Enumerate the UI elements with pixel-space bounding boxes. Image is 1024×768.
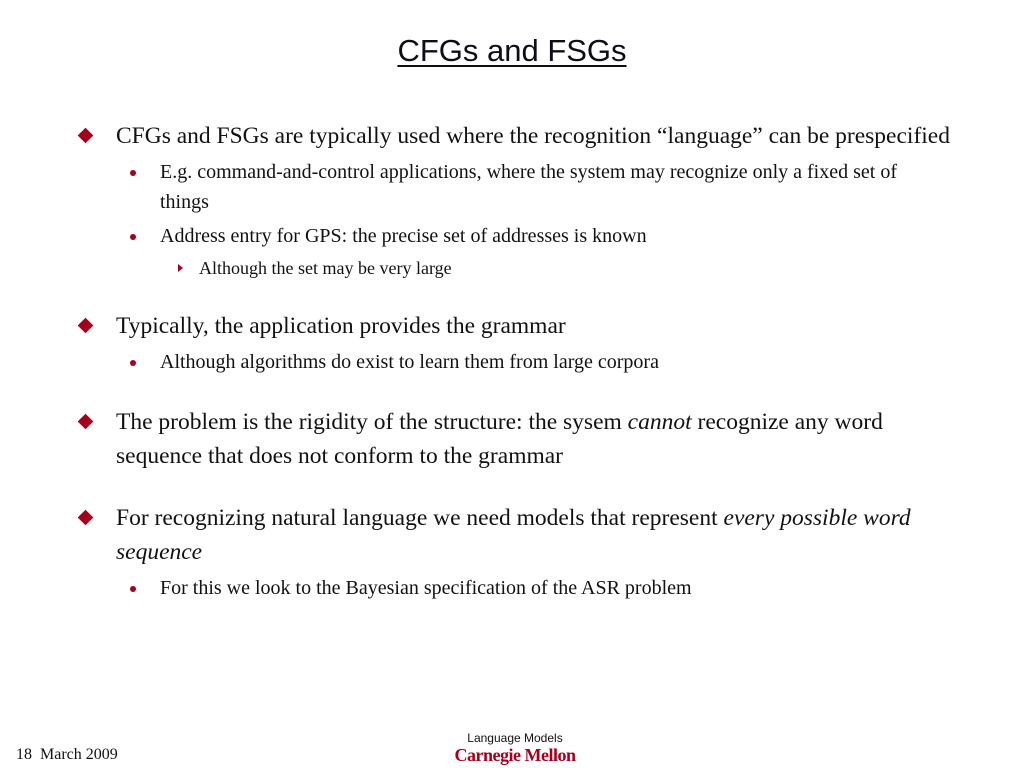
slide-content — [0, 119, 1024, 603]
bullet-text: Typically, the application provides the grammar — [116, 313, 566, 339]
triangle-bullet-icon — [178, 264, 183, 272]
bullet-level2 — [160, 157, 940, 217]
bullet-level1 — [116, 309, 956, 343]
dot-bullet-icon — [130, 170, 136, 176]
bullet-group-1 — [0, 119, 1024, 281]
diamond-bullet-icon — [78, 128, 94, 144]
bullet-text: For this we look to the Bayesian specification of the ASR problem — [160, 577, 692, 599]
bullet-text: recognize any word sequence that does not conform to the grammar — [116, 409, 883, 469]
slide-title: CFGs and FSGs — [397, 33, 627, 68]
footer-branding — [430, 731, 600, 765]
bullet-level2 — [160, 221, 940, 251]
dot-bullet-icon — [130, 360, 136, 366]
bullet-level2 — [160, 573, 940, 603]
bullet-level1 — [116, 119, 956, 153]
bullet-text: For recognizing natural language we need models that represent — [116, 505, 724, 531]
bullet-text: Although the set may be very large — [199, 258, 452, 278]
diamond-bullet-icon — [78, 318, 94, 334]
bullet-level3 — [199, 255, 939, 281]
bullet-group-4 — [0, 501, 1024, 603]
bullet-text: E.g. command-and-control applications, where the system may recognize only a fixed set of things — [160, 161, 897, 213]
diamond-bullet-icon — [78, 510, 94, 526]
carnegie-mellon-logo: Carnegie Mellon — [454, 745, 576, 765]
bullet-emphasis: cannot — [627, 409, 692, 435]
diamond-bullet-icon — [78, 414, 94, 430]
dot-bullet-icon — [130, 234, 136, 240]
bullet-text: CFGs and FSGs are typically used where the recognition “language” can be prespecified — [116, 123, 950, 149]
dot-bullet-icon — [130, 586, 136, 592]
bullet-text: The problem is the rigidity of the structure: the sysem — [116, 409, 628, 435]
bullet-emphasis: every possible word sequence — [116, 505, 911, 565]
bullet-text: Address entry for GPS: the precise set of addresses is known — [160, 225, 647, 247]
footer-date: 18 March 2009 — [16, 746, 118, 763]
footer-topic: Language Models — [467, 731, 563, 745]
bullet-group-2 — [0, 309, 1024, 377]
bullet-level1 — [116, 501, 956, 569]
bullet-group-3 — [0, 405, 1024, 473]
bullet-level1 — [116, 405, 956, 473]
bullet-text: Although algorithms do exist to learn them from large corpora — [160, 351, 659, 373]
bullet-level2 — [160, 347, 940, 377]
